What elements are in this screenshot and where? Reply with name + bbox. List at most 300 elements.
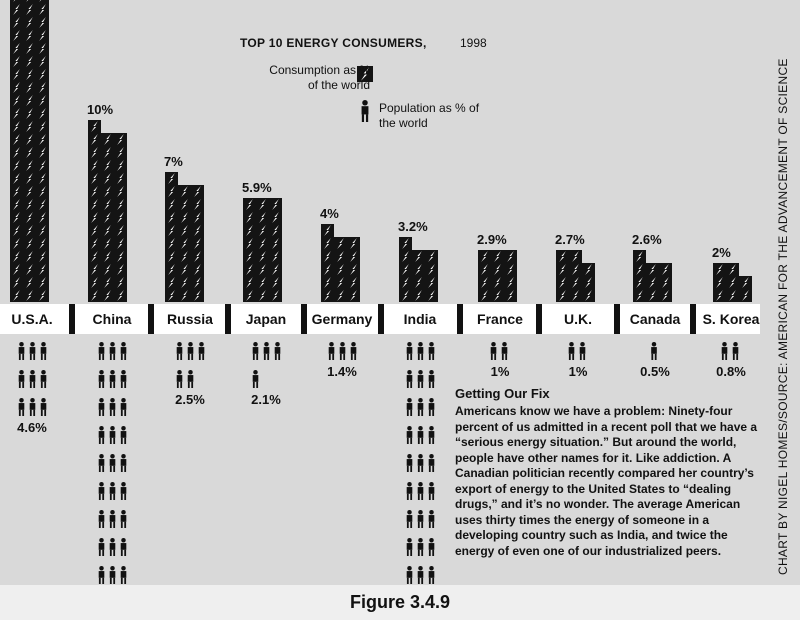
consumption-bar-usa <box>10 107 23 120</box>
band-separator <box>301 304 307 334</box>
population-figure <box>733 342 739 360</box>
consumption-bar-china <box>101 146 114 159</box>
consumption-bar-canada <box>659 276 672 289</box>
population-figure <box>429 566 435 584</box>
consumption-bar-usa <box>10 211 23 224</box>
consumption-value-label: 5.9% <box>242 180 272 195</box>
consumption-bar-usa <box>36 55 49 68</box>
consumption-bar-japan <box>256 211 269 224</box>
population-figure <box>340 342 346 360</box>
population-figure <box>407 538 413 556</box>
legend-population: Population as % of the world <box>379 101 480 130</box>
consumption-bar-japan <box>269 263 282 276</box>
population-figure <box>99 454 105 472</box>
consumption-bar-canada <box>633 276 646 289</box>
band-separator <box>457 304 463 334</box>
consumption-bar-germany <box>347 237 360 250</box>
population-figure <box>429 370 435 388</box>
consumption-bar-china <box>114 224 127 237</box>
consumption-bar-germany <box>321 250 334 263</box>
consumption-bar-china <box>88 263 101 276</box>
population-figure <box>19 398 25 416</box>
population-figure <box>264 342 270 360</box>
consumption-bar-usa <box>10 0 23 3</box>
consumption-bar-germany <box>321 237 334 250</box>
consumption-bar-china <box>101 198 114 211</box>
consumption-bar-skorea <box>726 263 739 276</box>
consumption-bar-france <box>504 250 517 263</box>
consumption-bar-usa <box>23 120 36 133</box>
consumption-bar-germany <box>334 289 347 302</box>
consumption-bar-usa <box>36 172 49 185</box>
consumption-value-label: 2.7% <box>555 232 585 247</box>
population-figure <box>121 538 127 556</box>
population-figure <box>418 398 424 416</box>
population-figure <box>199 342 205 360</box>
consumption-bar-usa <box>23 185 36 198</box>
consumption-bar-china <box>88 120 101 133</box>
consumption-bar-japan <box>256 276 269 289</box>
population-figure <box>121 510 127 528</box>
consumption-bar-germany <box>321 289 334 302</box>
consumption-bar-russia <box>178 211 191 224</box>
consumption-bar-russia <box>191 250 204 263</box>
consumption-bar-india <box>412 289 425 302</box>
consumption-bar-canada <box>633 250 646 263</box>
consumption-bar-france <box>491 250 504 263</box>
consumption-bar-usa <box>23 198 36 211</box>
population-figure <box>429 538 435 556</box>
consumption-bar-usa <box>10 81 23 94</box>
consumption-bar-china <box>114 159 127 172</box>
consumption-bar-usa <box>23 94 36 107</box>
consumption-bar-germany <box>334 276 347 289</box>
population-figure <box>407 482 413 500</box>
chart-year: 1998 <box>460 36 487 50</box>
consumption-bar-japan <box>243 237 256 250</box>
consumption-bar-usa <box>36 237 49 250</box>
population-figure <box>110 398 116 416</box>
consumption-bar-india <box>399 289 412 302</box>
consumption-bar-japan <box>256 250 269 263</box>
population-figure <box>407 370 413 388</box>
consumption-bar-japan <box>243 289 256 302</box>
population-figure <box>418 370 424 388</box>
population-figure <box>329 342 335 360</box>
consumption-bar-france <box>504 276 517 289</box>
consumption-bar-china <box>114 237 127 250</box>
population-figure <box>188 342 194 360</box>
population-figure <box>19 342 25 360</box>
consumption-bar-usa <box>36 29 49 42</box>
consumption-bar-russia <box>165 185 178 198</box>
consumption-bar-russia <box>178 198 191 211</box>
consumption-bar-usa <box>10 172 23 185</box>
consumption-bar-india <box>399 276 412 289</box>
consumption-bar-usa <box>23 159 36 172</box>
population-figure <box>580 342 586 360</box>
consumption-bar-skorea <box>713 276 726 289</box>
consumption-bar-russia <box>178 237 191 250</box>
consumption-bar-china <box>88 289 101 302</box>
population-figure <box>41 370 47 388</box>
population-figure <box>30 342 36 360</box>
population-figure <box>418 454 424 472</box>
band-separator <box>225 304 231 334</box>
consumption-bar-usa <box>23 263 36 276</box>
consumption-bar-usa <box>23 237 36 250</box>
legend-consumption: Consumption as % of the world <box>269 63 370 92</box>
population-figure <box>429 398 435 416</box>
consumption-bar-uk <box>582 289 595 302</box>
consumption-bar-china <box>88 146 101 159</box>
consumption-value-label: 4% <box>320 206 339 221</box>
country-label: Russia <box>167 311 213 327</box>
consumption-bar-canada <box>646 289 659 302</box>
consumption-bar-china <box>88 198 101 211</box>
consumption-bar-uk <box>582 276 595 289</box>
population-figure <box>429 454 435 472</box>
consumption-bar-canada <box>646 276 659 289</box>
consumption-bar-japan <box>269 224 282 237</box>
consumption-bar-usa <box>36 276 49 289</box>
consumption-bar-uk <box>556 250 569 263</box>
consumption-bar-india <box>425 289 438 302</box>
consumption-bar-china <box>114 263 127 276</box>
consumption-bar-usa <box>36 16 49 29</box>
consumption-bar-germany <box>334 237 347 250</box>
consumption-bar-france <box>478 250 491 263</box>
population-figure <box>407 566 413 584</box>
population-figure <box>418 342 424 360</box>
population-figure <box>177 342 183 360</box>
population-figure <box>99 370 105 388</box>
population-figure <box>110 538 116 556</box>
consumption-bar-france <box>491 263 504 276</box>
consumption-bar-china <box>88 133 101 146</box>
country-label: S. Korea <box>702 311 760 327</box>
consumption-bar-china <box>101 172 114 185</box>
consumption-bar-usa <box>23 29 36 42</box>
consumption-bar-skorea <box>726 289 739 302</box>
population-figure <box>407 426 413 444</box>
consumption-bar-uk <box>556 276 569 289</box>
consumption-bar-china <box>101 185 114 198</box>
band-separator <box>536 304 542 334</box>
consumption-bar-india <box>412 250 425 263</box>
consumption-bar-china <box>88 276 101 289</box>
consumption-bar-usa <box>10 94 23 107</box>
consumption-bar-germany <box>334 263 347 276</box>
consumption-value-label: 2.9% <box>477 232 507 247</box>
population-figure <box>429 510 435 528</box>
population-figure <box>99 342 105 360</box>
consumption-bar-france <box>478 289 491 302</box>
population-figure <box>19 370 25 388</box>
consumption-bar-russia <box>178 224 191 237</box>
consumption-bar-skorea <box>726 276 739 289</box>
population-figure <box>569 342 575 360</box>
consumption-value-label: 7% <box>164 154 183 169</box>
consumption-bar-germany <box>321 263 334 276</box>
consumption-bar-usa <box>23 250 36 263</box>
consumption-bar-japan <box>269 237 282 250</box>
population-figure <box>407 398 413 416</box>
consumption-bar-usa <box>36 81 49 94</box>
sidebar-body: Americans know we have a problem: Ninety-four percent of us admitted in a recent poll that we have a “serious energy situation.” But around the world, people have other names for it. Like addiction. A Canadian politician recently compared her country’s export of energy to the United States to “dealing drugs,” and it’s no wonder. The average American uses thirty times the energy of someone in a developing country such as India, and twice the energy of even one of our industrialized peers. <box>455 404 758 558</box>
population-value-label: 1% <box>490 364 510 379</box>
consumption-bar-usa <box>10 3 23 16</box>
country-label: U.K. <box>564 311 592 327</box>
consumption-bar-japan <box>256 237 269 250</box>
consumption-value-label: 10% <box>87 102 114 117</box>
population-figure <box>407 342 413 360</box>
consumption-bar-usa <box>10 68 23 81</box>
consumption-bar-usa <box>23 81 36 94</box>
population-figure <box>99 510 105 528</box>
consumption-bar-china <box>114 276 127 289</box>
consumption-bar-india <box>399 250 412 263</box>
population-figure <box>110 426 116 444</box>
consumption-bar-india <box>399 237 412 250</box>
population-figure <box>651 342 657 360</box>
population-figure <box>188 370 194 388</box>
consumption-bar-russia <box>191 224 204 237</box>
consumption-bar-france <box>504 263 517 276</box>
consumption-bar-usa <box>36 0 49 3</box>
consumption-bar-russia <box>178 185 191 198</box>
consumption-bar-russia <box>165 263 178 276</box>
consumption-bar-china <box>101 263 114 276</box>
consumption-bar-india <box>425 276 438 289</box>
population-figure <box>351 342 357 360</box>
consumption-bar-russia <box>165 172 178 185</box>
consumption-bar-russia <box>178 289 191 302</box>
consumption-bar-uk <box>556 289 569 302</box>
legend-bolt-icon <box>357 66 373 82</box>
population-figure <box>418 482 424 500</box>
consumption-bar-usa <box>36 120 49 133</box>
consumption-bar-uk <box>569 276 582 289</box>
consumption-bar-china <box>114 198 127 211</box>
consumption-bar-russia <box>191 185 204 198</box>
consumption-bar-russia <box>178 263 191 276</box>
consumption-bar-skorea <box>739 289 752 302</box>
population-figure <box>418 426 424 444</box>
consumption-bar-china <box>114 133 127 146</box>
population-figure <box>99 426 105 444</box>
consumption-bar-india <box>399 263 412 276</box>
consumption-bar-japan <box>269 276 282 289</box>
consumption-bar-usa <box>10 133 23 146</box>
consumption-bar-germany <box>347 250 360 263</box>
consumption-bar-usa <box>36 159 49 172</box>
population-figure <box>41 342 47 360</box>
sidebar-title: Getting Our Fix <box>455 386 550 401</box>
consumption-bar-japan <box>256 198 269 211</box>
consumption-bar-france <box>491 276 504 289</box>
consumption-bar-russia <box>191 211 204 224</box>
consumption-bar-usa <box>36 250 49 263</box>
consumption-bar-usa <box>10 42 23 55</box>
population-figure <box>99 482 105 500</box>
consumption-bar-usa <box>10 224 23 237</box>
population-value-label: 0.8% <box>716 364 746 379</box>
consumption-bar-japan <box>256 263 269 276</box>
country-label: France <box>477 311 523 327</box>
consumption-bar-russia <box>191 263 204 276</box>
consumption-bar-china <box>114 211 127 224</box>
population-figure <box>121 426 127 444</box>
consumption-bar-usa <box>10 159 23 172</box>
consumption-bar-japan <box>243 276 256 289</box>
consumption-bar-usa <box>23 68 36 81</box>
population-figure <box>429 342 435 360</box>
consumption-bar-china <box>88 237 101 250</box>
consumption-bar-germany <box>321 276 334 289</box>
consumption-value-label: 2.6% <box>632 232 662 247</box>
population-figure <box>418 566 424 584</box>
consumption-bar-china <box>101 237 114 250</box>
consumption-bar-canada <box>633 289 646 302</box>
population-value-label: 1% <box>568 364 588 379</box>
population-figure <box>121 398 127 416</box>
population-figure <box>99 398 105 416</box>
consumption-bar-usa <box>23 133 36 146</box>
consumption-bar-usa <box>36 133 49 146</box>
population-figure <box>407 510 413 528</box>
consumption-bar-russia <box>165 224 178 237</box>
consumption-bar-china <box>88 250 101 263</box>
band-separator <box>148 304 154 334</box>
consumption-bar-usa <box>23 276 36 289</box>
population-figure <box>491 342 497 360</box>
consumption-bar-canada <box>633 263 646 276</box>
population-figure <box>418 510 424 528</box>
consumption-value-label: 3.2% <box>398 219 428 234</box>
population-figure <box>429 482 435 500</box>
population-figure <box>722 342 728 360</box>
consumption-bar-usa <box>10 198 23 211</box>
country-label: Germany <box>311 311 373 327</box>
consumption-bar-china <box>101 224 114 237</box>
population-figure <box>121 454 127 472</box>
consumption-bar-uk <box>582 263 595 276</box>
consumption-bar-usa <box>23 146 36 159</box>
consumption-bar-usa <box>36 211 49 224</box>
consumption-bar-china <box>88 185 101 198</box>
band-separator <box>69 304 75 334</box>
consumption-bar-germany <box>334 250 347 263</box>
consumption-bar-china <box>101 250 114 263</box>
consumption-bar-canada <box>659 263 672 276</box>
consumption-bar-usa <box>36 198 49 211</box>
consumption-bar-china <box>101 276 114 289</box>
population-value-label: 0.5% <box>640 364 670 379</box>
population-figure <box>502 342 508 360</box>
consumption-bar-usa <box>23 55 36 68</box>
consumption-bar-germany <box>347 276 360 289</box>
consumption-bar-germany <box>347 263 360 276</box>
population-figure <box>110 370 116 388</box>
population-figure <box>253 370 259 388</box>
consumption-bar-france <box>491 289 504 302</box>
consumption-bar-usa <box>23 224 36 237</box>
consumption-bar-usa <box>10 276 23 289</box>
consumption-bar-russia <box>165 250 178 263</box>
consumption-bar-uk <box>569 263 582 276</box>
consumption-bar-usa <box>23 42 36 55</box>
consumption-bar-usa <box>23 0 36 3</box>
consumption-bar-france <box>478 276 491 289</box>
consumption-bar-japan <box>256 289 269 302</box>
consumption-bar-china <box>101 159 114 172</box>
consumption-bar-japan <box>243 211 256 224</box>
population-figure <box>99 566 105 584</box>
consumption-bar-uk <box>556 263 569 276</box>
consumption-bar-china <box>114 146 127 159</box>
consumption-value-label: 2% <box>712 245 731 260</box>
consumption-bar-china <box>114 289 127 302</box>
consumption-bar-usa <box>36 289 49 302</box>
consumption-bar-usa <box>10 146 23 159</box>
consumption-bar-russia <box>165 289 178 302</box>
consumption-bar-russia <box>191 276 204 289</box>
consumption-bar-skorea <box>713 263 726 276</box>
consumption-bar-france <box>478 263 491 276</box>
figure-caption: Figure 3.4.9 <box>349 592 451 612</box>
consumption-bar-china <box>101 211 114 224</box>
population-figure <box>110 342 116 360</box>
consumption-bar-japan <box>269 289 282 302</box>
population-figure <box>121 566 127 584</box>
consumption-bar-usa <box>36 107 49 120</box>
consumption-bar-germany <box>321 224 334 237</box>
consumption-bar-usa <box>23 107 36 120</box>
consumption-bar-russia <box>178 250 191 263</box>
consumption-bar-skorea <box>713 289 726 302</box>
population-figure <box>41 398 47 416</box>
consumption-bar-russia <box>191 198 204 211</box>
consumption-bar-usa <box>23 172 36 185</box>
country-label: Canada <box>629 311 681 327</box>
consumption-bar-usa <box>36 185 49 198</box>
consumption-bar-usa <box>10 185 23 198</box>
country-label: India <box>403 311 437 327</box>
consumption-bar-germany <box>347 289 360 302</box>
population-figure <box>177 370 183 388</box>
population-figure <box>275 342 281 360</box>
consumption-bar-china <box>88 224 101 237</box>
consumption-bar-china <box>114 172 127 185</box>
band-separator <box>378 304 384 334</box>
chart-title: TOP 10 ENERGY CONSUMERS, <box>240 36 427 50</box>
consumption-bar-japan <box>243 263 256 276</box>
consumption-bar-usa <box>36 146 49 159</box>
population-figure <box>121 370 127 388</box>
country-label: U.S.A. <box>11 311 53 327</box>
population-value-label: 2.5% <box>175 392 205 407</box>
consumption-bar-india <box>425 263 438 276</box>
population-figure <box>418 538 424 556</box>
consumption-bar-usa <box>10 250 23 263</box>
population-value-label: 4.6% <box>17 420 47 435</box>
consumption-bar-uk <box>569 289 582 302</box>
consumption-bar-usa <box>36 42 49 55</box>
population-figure <box>30 398 36 416</box>
consumption-bar-usa <box>10 263 23 276</box>
consumption-bar-canada <box>659 289 672 302</box>
